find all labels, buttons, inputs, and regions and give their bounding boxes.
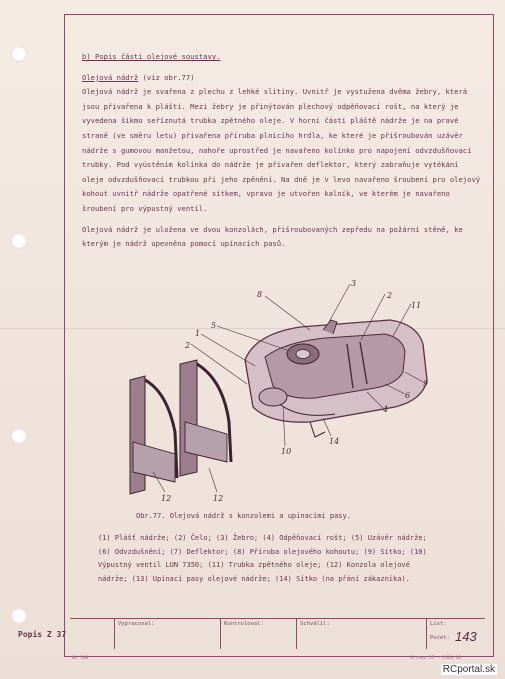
- list-label: List:: [430, 621, 447, 627]
- page-number: 143: [455, 629, 477, 644]
- watermark: RCportal.sk: [442, 664, 495, 675]
- subsection-name: Olejová nádrž: [82, 72, 139, 82]
- document-section: Popis Z 37: [18, 630, 67, 639]
- cell-label: Kontroloval:: [224, 621, 264, 627]
- section-heading: b) Popis části olejové soustavy.: [82, 52, 221, 61]
- legend-line: (1) Plášť nádrže; (2) Čelo; (3) Žebro; (4) Odpěňovací rošt; (5) Uzávěr nádrže;: [98, 534, 427, 542]
- callout-label: 12: [213, 494, 224, 503]
- cell-label: Vypracoval:: [118, 621, 155, 627]
- title-block: [70, 618, 485, 649]
- punch-hole: [11, 233, 27, 249]
- callout-label: 14: [329, 437, 340, 446]
- callout-label: 8: [257, 290, 263, 299]
- paragraph: Olejová nádrž je uložena ve dvou konzolách, přišroubovaných zepředu na požární stěně, ke kterým je nádrž upevněna pomocí upínacích pasů.: [82, 224, 463, 249]
- title-block-cell: [114, 619, 190, 649]
- count-label: Počet:: [430, 635, 450, 641]
- legend-line: Výpustný ventil LUN 7350; (11) Trubka zpětného oleje; (12) Konzola olejové: [98, 561, 410, 569]
- callout-label: 2: [185, 341, 191, 350]
- legend-line: nádrže; (13) Upínací pasy olejové nádrže; (14) Sítko (na přání zákazníka).: [98, 574, 410, 583]
- oil-tank-illustration: [105, 272, 445, 512]
- punch-hole: [11, 428, 27, 444]
- oil-tank-drawing: [105, 272, 445, 512]
- callout-label: 3: [351, 279, 357, 288]
- cell-label: Schválil:: [300, 621, 330, 627]
- title-block-cell: [296, 619, 426, 649]
- callout-label: 10: [281, 447, 292, 456]
- callout-label: 5: [211, 321, 217, 330]
- figure-legend: [98, 532, 483, 586]
- title-block-cell: [220, 619, 296, 649]
- punch-hole: [11, 608, 27, 624]
- figure-reference: (viz obr.77): [142, 72, 195, 82]
- callout-label: 12: [161, 494, 172, 503]
- callout-label: 4: [383, 405, 389, 414]
- punch-hole: [11, 46, 27, 62]
- paragraph: Olejová nádrž je svařena z plechu z lehké slitiny. Uvnitř je vystužena dvěma žebry, která jsou přivařena k plášti. Mezi žebry je přinýtován plechový odpěňovací rošt, na který je vyvedena šikmo seříznutá trubka zpětného oleje. V horní části pláště nádrže je na pravé straně (ve směru letu) přivařena příruba plnicího hrdla, ke které je přišroubován uzávěr nádrže s gumovou manžetou, nahoře uprostřed je navařeno kolínko pro napojení odvzdušňovací trubky. Pod vyústěním kolínka do nádrže je přivařen deflektor, který zabraňuje vytékání oleje odvzdušňovací trubkou při jeho zpěnění. Na dně je v levo navařeno šroubení pro olejový kohout uvnitř nádrže opatřené sítkem, vpravo je utvořen kalník, ve kterém je navařeno šroubení pro výpustný ventil.: [82, 87, 481, 213]
- subsection-title: [82, 71, 482, 86]
- print-note: Strana 25 · 1966 83: [410, 656, 462, 661]
- callout-label: 9: [423, 379, 429, 388]
- legend-line: (6) Odvzdušnění; (7) Deflektor; (8) Příruba olejového kohoutu; (9) Sítko; (10): [98, 547, 427, 556]
- print-note: NL 100: [72, 656, 89, 661]
- callout-label: 1: [195, 329, 201, 338]
- callout-label: 11: [411, 301, 422, 310]
- callout-label: 6: [405, 391, 411, 400]
- callout-label: 2: [387, 291, 393, 300]
- body-text: [82, 50, 482, 252]
- figure-caption: Obr.77. Olejová nádrž s konzolemi a upínacími pasy.: [136, 512, 351, 520]
